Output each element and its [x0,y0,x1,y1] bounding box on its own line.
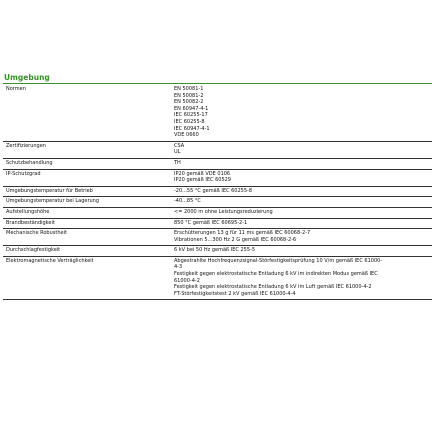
spec-label: Umgebungstemperatur für Betrieb [6,187,93,194]
spec-value [174,229,432,246]
spec-value-line: <= 2000 m ohne Leistungsreduzierung [174,208,273,215]
section-divider [3,83,432,84]
spec-label: Brandbeständigkeit [6,219,55,226]
spec-value [174,197,432,208]
spec-value-line: IP20 gemäß IEC 60529 [174,177,231,184]
spec-value-line: VDE 0660 [174,132,199,139]
spec-label: Umgebungstemperatur bei Lagerung [6,198,100,205]
spec-value-line: EN 50082-2 [174,99,204,106]
spec-value [174,207,432,218]
spec-label: Schutzbehandlung [6,159,53,166]
spec-value-line: Erschütterungen 13 g für 11 ms gemäß IEC 60068-2-7 [174,230,311,237]
spec-value-line: IP20 gemäß VDE 0106 [174,170,231,177]
spec-value [174,246,432,257]
spec-row [3,229,432,246]
spec-label: Normen [6,86,26,92]
spec-table-body [3,85,432,300]
spec-value-line: EN 50081-2 [174,92,204,99]
spec-row [3,85,432,141]
spec-row [3,197,432,208]
spec-table [3,85,432,300]
spec-value-line: 4-3 [174,264,183,271]
spec-value-line: -40...85 °C [174,198,201,205]
spec-value [174,141,432,158]
spec-value [174,85,432,141]
spec-value [174,158,432,169]
spec-value [174,186,432,197]
spec-value-line: IEC 60255-17 [174,112,208,119]
spec-value-line: 61000-4-2 [174,277,200,284]
spec-value-line: EN 60947-4-1 [174,105,209,112]
spec-label: IP-Schutzgrad [6,170,41,177]
spec-value-line: 6 kV bei 50 Hz gemäß IEC 255-5 [174,247,255,254]
spec-value [174,256,432,300]
spec-value [174,169,432,186]
spec-value-line: Festigkeit gegen elektrostatische Entladung 6 kV im Luft gemäß IEC 61000-4-2 [174,284,372,291]
spec-value-line: CSA [174,142,185,149]
spec-value-line: UL [174,149,181,156]
spec-value-line: IEC 60947-4-1 [174,125,210,132]
spec-value-line: Festigkeit gegen elektrostatische Entladung 6 kV im indirekten Modus gemäß IEC [174,271,378,278]
spec-value-line: -20...55 °C gemäß IEC 60255-8 [174,187,252,194]
spec-value [174,218,432,229]
spec-value-line: TH [174,159,181,166]
spec-row [3,207,432,218]
spec-row [3,186,432,197]
spec-row [3,246,432,257]
spec-row [3,218,432,229]
spec-row [3,256,432,300]
spec-label: Zertifizierungen [6,142,46,149]
spec-value-line: FT-Störfestigkeitstest 2 kV gemäß IEC 61000-4-4 [174,290,296,297]
spec-value-line: IEC 60255-8 [174,118,205,125]
spec-row [3,141,432,158]
spec-row [3,158,432,169]
spec-label: Elektromagnetische Verträglichkeit [6,257,94,264]
spec-label: Durchschlagfestigkeit [6,247,61,254]
spec-value-line: 850 °C gemäß IEC 60695-2-1 [174,219,248,226]
spec-value-line: EN 50081-1 [174,86,204,92]
spec-value-line: Vibrationen 5...300 Hz 2 G gemäß IEC 60068-2-6 [174,236,297,243]
spec-row [3,169,432,186]
spec-value-line: Abgestrahlte Hochfrequenzsignal-Störfestigkeitsprüfung 10 V/m gemäß IEC 61000- [174,257,383,264]
section-title: Umgebung [4,73,50,82]
spec-label: Mechanische Robustheit [6,230,67,237]
spec-label: Aufstellungshöhe [6,208,50,215]
